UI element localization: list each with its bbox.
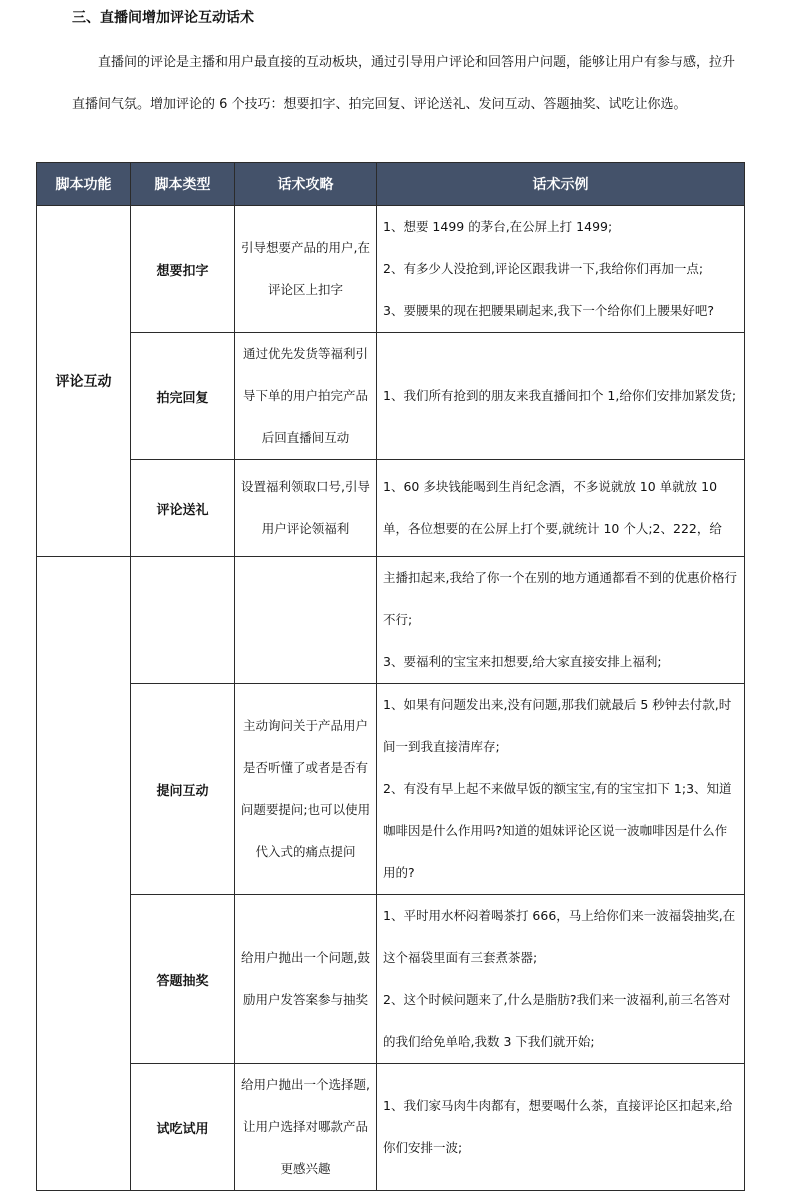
example-line: 主播扣起来,我给了你一个在别的地方通通都看不到的优惠价格行不行; <box>383 570 737 627</box>
example-cell <box>377 460 745 557</box>
section-title: 三、直播间增加评论互动话术 <box>72 10 254 26</box>
example-line: 1、如果有问题发出来,没有问题,那我们就最后 5 秒钟去付款,时间一到我直接清库存; <box>383 697 732 754</box>
type-cell-blank <box>131 557 235 684</box>
example-cell <box>377 1064 745 1191</box>
strategy-cell: 给用户抛出一个问题,鼓励用户发答案参与抽奖 <box>235 895 377 1064</box>
strategy-cell-blank <box>235 557 377 684</box>
table-row <box>37 895 745 1064</box>
header-strategy: 话术攻略 <box>235 163 377 206</box>
table-row <box>37 460 745 557</box>
example-line: 3、要福利的宝宝来扣想要,给大家直接安排上福利; <box>383 654 662 669</box>
example-line: 2、有多少人没抢到,评论区跟我讲一下,我给你们再加一点; <box>383 261 704 276</box>
table-row <box>37 684 745 895</box>
example-line: 3、要腰果的现在把腰果刷起来,我下一个给你们上腰果好吧? <box>383 303 715 318</box>
strategy-cell: 设置福利领取口号,引导用户评论领福利 <box>235 460 377 557</box>
intro-paragraph <box>72 42 744 126</box>
example-cell <box>377 684 745 895</box>
type-cell: 提问互动 <box>131 684 235 895</box>
table-row <box>37 333 745 460</box>
table-row <box>37 206 745 333</box>
example-cell <box>377 557 745 684</box>
header-function: 脚本功能 <box>37 163 131 206</box>
example-line: 1、我们所有抢到的朋友来我直播间扣个 1,给你们安排加紧发货; <box>383 388 737 403</box>
type-cell: 想要扣字 <box>131 206 235 333</box>
strategy-cell: 主动询问关于产品用户是否听懂了或者是否有问题要提问;也可以使用代入式的痛点提问 <box>235 684 377 895</box>
example-line: 1、我们家马肉牛肉都有，想要喝什么茶，直接评论区扣起来,给你们安排一波; <box>383 1098 733 1155</box>
header-type: 脚本类型 <box>131 163 235 206</box>
strategy-cell: 引导想要产品的用户,在评论区上扣字 <box>235 206 377 333</box>
type-cell: 评论送礼 <box>131 460 235 557</box>
type-cell: 拍完回复 <box>131 333 235 460</box>
example-line: 2、这个时候问题来了,什么是脂肪?我们来一波福利,前三名答对的我们给免单哈,我数 3 下我们就开始; <box>383 992 731 1049</box>
function-cell: 评论互动 <box>37 206 131 557</box>
strategy-cell: 给用户抛出一个选择题,让用户选择对哪款产品更感兴趣 <box>235 1064 377 1191</box>
type-cell: 答题抽奖 <box>131 895 235 1064</box>
table-header-row <box>37 163 745 206</box>
example-line: 1、平时用水杯闷着喝茶打 666，马上给你们来一波福袋抽奖,在这个福袋里面有三套煮茶器; <box>383 908 736 965</box>
example-cell <box>377 895 745 1064</box>
strategy-cell: 通过优先发货等福利引导下单的用户拍完产品后回直播间互动 <box>235 333 377 460</box>
type-cell: 试吃试用 <box>131 1064 235 1191</box>
example-cell <box>377 333 745 460</box>
script-table <box>36 162 745 1191</box>
table-row <box>37 557 745 684</box>
example-line: 1、60 多块钱能喝到生肖纪念酒，不多说就放 10 单就放 10 单，各位想要的在公屏上打个要,就统计 10 个人;2、222，给 <box>383 479 722 536</box>
intro-text: 直播间的评论是主播和用户最直接的互动板块，通过引导用户评论和回答用户问题，能够让用户有参与感，拉升直播间气氛。增加评论的 6 个技巧：想要扣字、拍完回复、评论送礼、发问互动、答题抽奖、试吃让你选。 <box>72 55 736 112</box>
example-line: 2、有没有早上起不来做早饭的额宝宝,有的宝宝扣下 1;3、知道咖啡因是什么作用吗?知道的姐妹评论区说一波咖啡因是什么作用的? <box>383 781 732 880</box>
example-cell <box>377 206 745 333</box>
function-cell-blank <box>37 557 131 1191</box>
table-row <box>37 1064 745 1191</box>
example-line: 1、想要 1499 的茅台,在公屏上打 1499; <box>383 219 613 234</box>
header-example: 话术示例 <box>377 163 745 206</box>
